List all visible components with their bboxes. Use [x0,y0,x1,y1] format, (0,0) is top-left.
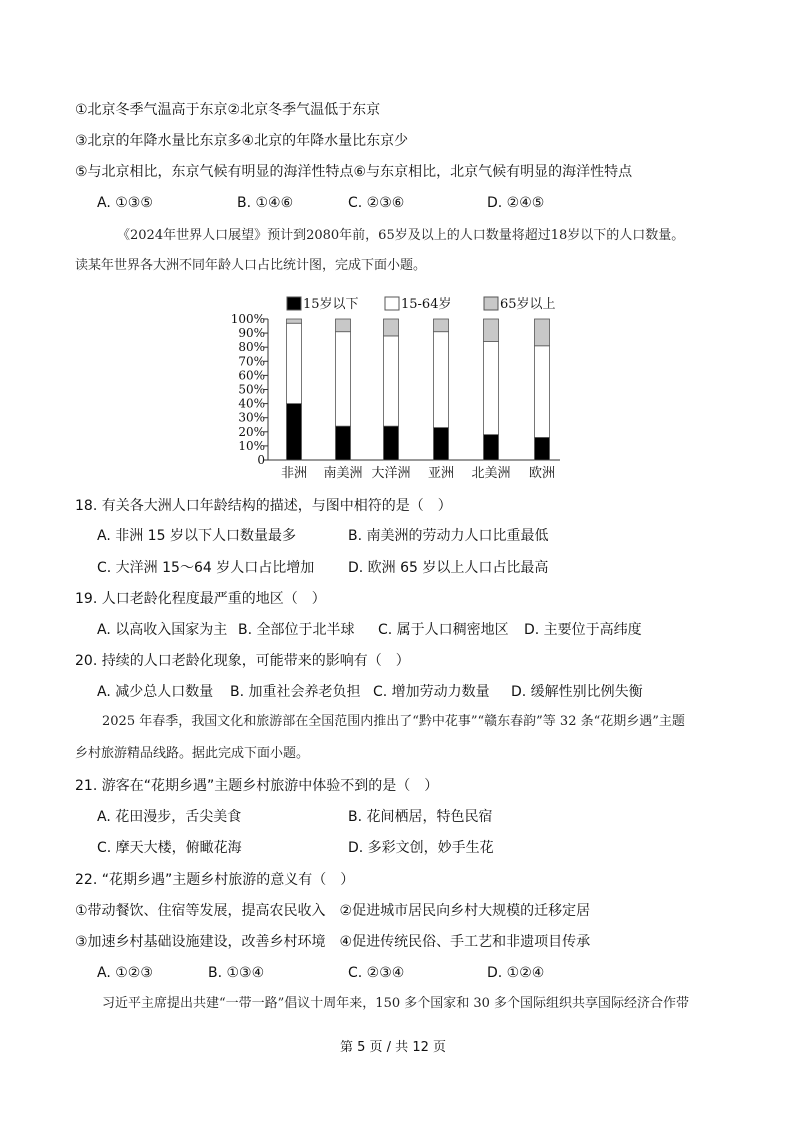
intro-text: 习近平主席提出共建“一带一路”倡议十周年来，150 多个国家和 30 多个国际组织共享国际经济合作带 [102,996,690,1011]
y-tick-label: 100% [230,312,265,326]
y-tick-label: 40% [238,396,265,411]
intro-text: 2025 年春季，我国文化和旅游部在全国范围内推出了“黔中花事”“赣东春韵”等 32 条“花期乡遇”主题 [102,714,685,729]
statement-line: ③北京的年降水量比东京多④北京的年降水量比东京少 [75,133,409,149]
option: D. 缓解性别比例失衡 [511,684,643,700]
option: B. 南美洲的劳动力人口比重最低 [348,528,549,544]
statement-line: ①带动餐饮、住宿等发展，提高农民收入 ②促进城市居民向乡村大规模的迁移定居 [75,903,591,919]
question-stem: 19. 人口老龄化程度最严重的地区（ ） [75,591,326,607]
y-tick-label: 0 [257,453,265,467]
statement-line: ①北京冬季气温高于东京②北京冬季气温低于东京 [75,102,381,118]
option: D. 多彩文创，妙手生花 [348,840,494,856]
legend-label: 15岁以下 [303,297,359,312]
statement-line: ③加速乡村基础设施建设，改善乡村环境 ④促进传统民俗、手工艺和非遗项目传承 [75,934,591,950]
option: C. 属于人口稠密地区 [378,622,509,638]
option: B. ①③④ [208,965,265,981]
intro-text: 乡村旅游精品线路。据此完成下面小题。 [75,746,310,761]
question-stem: 18. 有关各大洲人口年龄结构的描述，与图中相符的是（ ） [75,498,452,514]
option: A. 以高收入国家为主 [97,622,228,638]
y-tick-label: 20% [238,424,265,439]
question-stem: 21. 游客在“花期乡遇”主题乡村旅游中体验不到的是（ ） [75,778,439,794]
bar-segment [484,319,499,342]
y-tick-label: 10% [238,438,265,453]
option: C. ②③⑥ [348,195,405,211]
bar-segment [384,319,399,336]
option: B. 加重社会养老负担 [230,684,361,700]
y-tick-label: 90% [238,326,265,341]
option: B. 全部位于北半球 [238,622,355,638]
option: C. 大洋洲 15～64 岁人口占比增加 [97,560,315,576]
bar-segment [287,319,302,323]
bar-segment [535,437,550,460]
page-footer: 第 5 页 / 共 12 页 [340,1040,446,1055]
bar-segment [434,428,449,460]
y-tick-label: 50% [238,382,265,397]
option: A. 花田漫步，舌尖美食 [97,809,242,825]
option: B. ①④⑥ [237,195,294,211]
bar-segment [434,332,449,428]
bar-segment [535,319,550,346]
option: A. 非洲 15 岁以下人口数量最多 [97,528,296,544]
x-tick-label: 非洲 [280,466,308,481]
bar-segment [287,323,302,403]
question-stem: 20. 持续的人口老龄化现象，可能带来的影响有（ ） [75,653,410,669]
y-tick-label: 30% [238,410,265,425]
bar-segment [384,426,399,460]
option: D. 主要位于高纬度 [524,622,642,638]
population-age-chart [220,290,570,485]
x-tick-label: 北美洲 [471,466,511,481]
intro-text: 读某年世界各大洲不同年龄人口占比统计图，完成下面小题。 [75,258,427,273]
bar-segment [287,404,302,460]
y-tick-label: 60% [238,368,265,383]
bar-segment [434,319,449,332]
option: B. 花间栖居，特色民宿 [348,809,493,825]
x-tick-label: 南美洲 [323,466,363,481]
legend-swatch [287,297,301,310]
legend-label: 65岁以上 [500,297,556,312]
bar-segment [484,342,499,435]
bar-segment [484,435,499,460]
bar-segment [336,426,351,460]
question-stem: 22. “花期乡遇”主题乡村旅游的意义有（ ） [75,872,355,888]
legend-label: 15-64岁 [401,297,452,312]
option: D. ①②④ [487,965,545,981]
option: C. 增加劳动力数量 [373,684,490,700]
option: A. 减少总人口数量 [97,684,214,700]
option: C. ②③④ [348,965,405,981]
intro-text: 《2024年世界人口展望》预计到2080年前，65岁及以上的人口数量将超过18岁以下的人口数量。 [117,228,685,243]
y-tick-label: 70% [238,354,265,369]
x-tick-label: 亚洲 [427,466,455,481]
option: A. ①③⑤ [97,195,153,211]
x-tick-label: 欧洲 [528,466,556,481]
legend-swatch [484,297,498,310]
option: C. 摩天大楼，俯瞰花海 [97,840,242,856]
y-tick-label: 80% [238,340,265,355]
bar-segment [336,332,351,426]
option: A. ①②③ [97,965,153,981]
option: D. 欧洲 65 岁以上人口占比最高 [348,560,549,576]
bar-segment [535,346,550,438]
bar-segment [336,319,351,332]
option: D. ②④⑤ [487,195,545,211]
x-tick-label: 大洋洲 [371,466,411,481]
bar-segment [384,336,399,426]
legend-swatch [385,297,399,310]
statement-line: ⑤与北京相比，东京气候有明显的海洋性特点⑥与东京相比，北京气候有明显的海洋性特点 [75,164,633,180]
